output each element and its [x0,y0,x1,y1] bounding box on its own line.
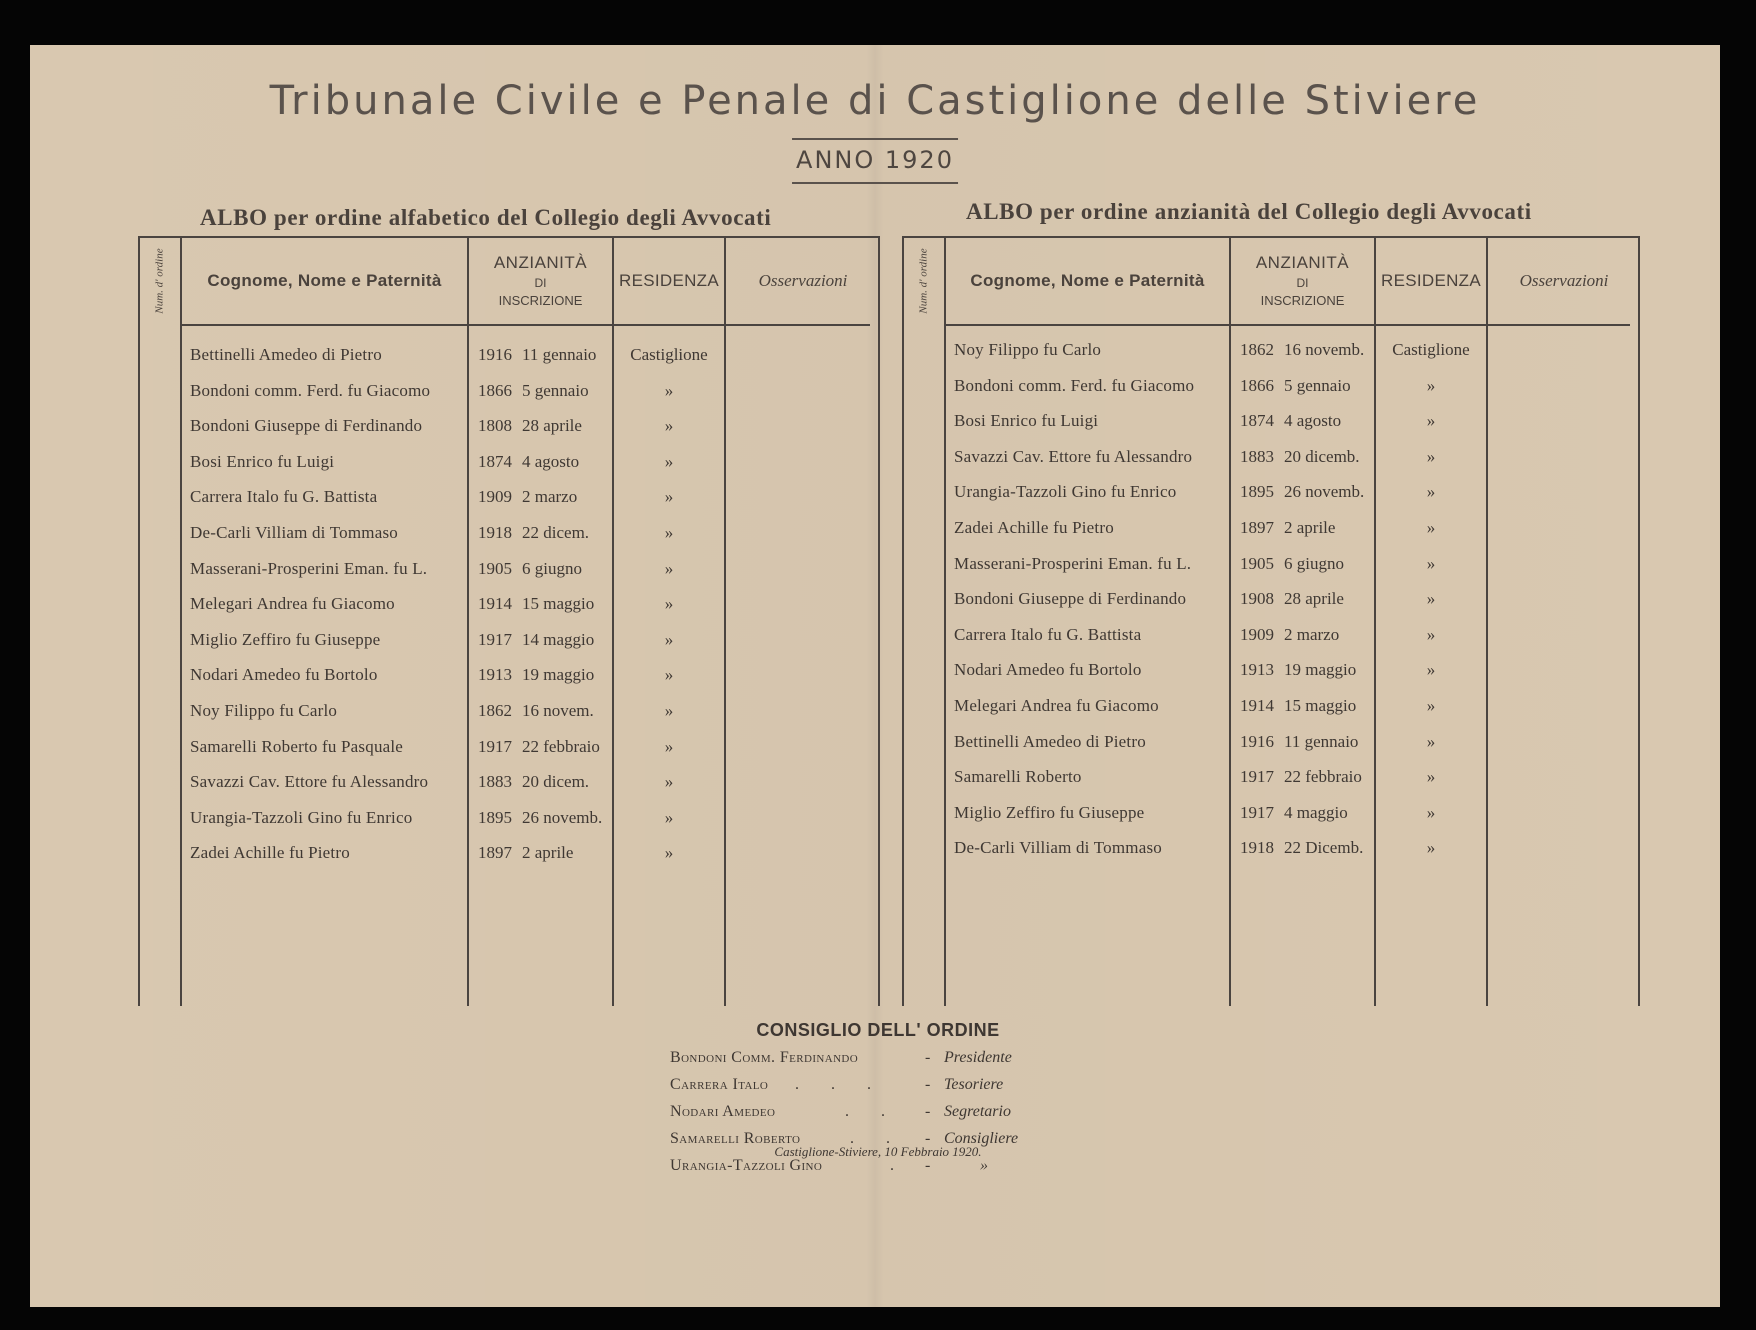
table-row: Savazzi Cav. Ettore fu Alessandro 1883 20 dicem. » [190,772,674,792]
table-frame [138,236,880,1006]
num-column-header: Num. d' ordine [154,248,167,314]
table-row: Masserani-Prosperini Eman. fu L. 1905 6 giugno » [954,553,1436,573]
table-row: Savazzi Cav. Ettore fu Alessandro 1883 20 dicemb. » [954,446,1436,466]
table-row: De-Carli Villiam di Tommaso 1918 22 Dicemb. » [954,838,1436,858]
table-row: Bettinelli Amedeo di Pietro 1916 11 gennaio » [954,731,1436,751]
table-body [140,341,878,875]
header-rule [944,324,1630,326]
page-title: Tribunale Civile e Penale di Castiglione delle Stiviere [269,78,1481,124]
notes-column-header: Osservazioni [1519,271,1609,290]
table-body [904,336,1638,870]
residence-column-header: RESIDENZA [619,271,719,290]
table-row: Bondoni comm. Ferd. fu Giacomo 1866 5 gennaio » [954,375,1436,395]
table-row: Urangia-Tazzoli Gino fu Enrico 1895 26 novemb. » [954,482,1436,502]
residence-column-header: RESIDENZA [1381,271,1481,290]
table-row: Bosi Enrico fu Luigi 1874 4 agosto » [954,411,1436,431]
table-row: Nodari Amedeo fu Bortolo 1913 19 maggio » [190,665,674,685]
table-row: Samarelli Roberto fu Pasquale 1917 22 febbraio » [190,736,674,756]
seniority-column-header: ANZIANITÀ DI INSCRIZIONE [1255,252,1350,308]
seniority-column-header: ANZIANITÀ DI INSCRIZIONE [493,252,588,308]
table-row: Carrera Italo fu G. Battista 1909 2 marzo » [954,624,1436,644]
year-label: ANNO 1920 [792,138,958,184]
num-column-header: Num. d' ordine [918,248,931,314]
table-row: Nodari Amedeo fu Bortolo 1913 19 maggio » [954,660,1436,680]
seniority-register [902,200,1640,1006]
table-row: Urangia-Tazzoli Gino fu Enrico 1895 26 novemb. » [190,807,674,827]
table-row: Noy Filippo fu Carlo 1862 16 novemb. Castiglione [954,340,1470,359]
table-row: Miglio Zeffiro fu Giuseppe 1917 14 maggio » [190,629,674,649]
table-row: Zadei Achille fu Pietro 1897 2 aprile » [190,843,674,863]
table-row: Zadei Achille fu Pietro 1897 2 aprile » [954,517,1436,537]
alphabetical-register [138,200,880,1006]
table-row: Samarelli Roberto 1917 22 febbraio » [954,767,1436,787]
notes-column-header: Osservazioni [758,271,848,290]
table-frame [902,236,1640,1006]
header-rule [180,324,870,326]
signature-line: Castiglione-Stiviere, 10 Febbraio 1920. [774,1144,982,1159]
table-row: Bondoni Giuseppe di Ferdinando 1908 28 aprile » [954,589,1436,609]
table-row: Melegari Andrea fu Giacomo 1914 15 maggio » [954,695,1436,715]
table-row: Miglio Zeffiro fu Giuseppe 1917 4 maggio » [954,802,1436,822]
seniority-heading: ALBO per ordine anzianità del Collegio degli Avvocati [966,199,1532,224]
table-row: Bondoni Giuseppe di Ferdinando 1808 28 aprile » [190,416,674,436]
table-row: Masserani-Prosperini Eman. fu L. 1905 6 giugno » [190,558,674,578]
table-row: Bondoni comm. Ferd. fu Giacomo 1866 5 gennaio » [190,380,674,400]
council-title: CONSIGLIO DELL' ORDINE [756,1020,1000,1040]
table-row: Melegari Andrea fu Giacomo 1914 15 maggio » [190,594,674,614]
name-column-header: Cognome, Nome e Paternità [207,271,442,290]
alphabetical-heading: ALBO per ordine alfabetico del Collegio degli Avvocati [200,205,772,230]
table-row: Bettinelli Amedeo di Pietro 1916 11 gennaio Castiglione [190,345,708,364]
table-row: De-Carli Villiam di Tommaso 1918 22 dicem. » [190,522,674,542]
name-column-header: Cognome, Nome e Paternità [970,271,1205,290]
table-row: Noy Filippo fu Carlo 1862 16 novem. » [190,700,674,720]
table-row: Carrera Italo fu G. Battista 1909 2 marzo » [190,487,674,507]
table-row: Bosi Enrico fu Luigi 1874 4 agosto » [190,451,674,471]
